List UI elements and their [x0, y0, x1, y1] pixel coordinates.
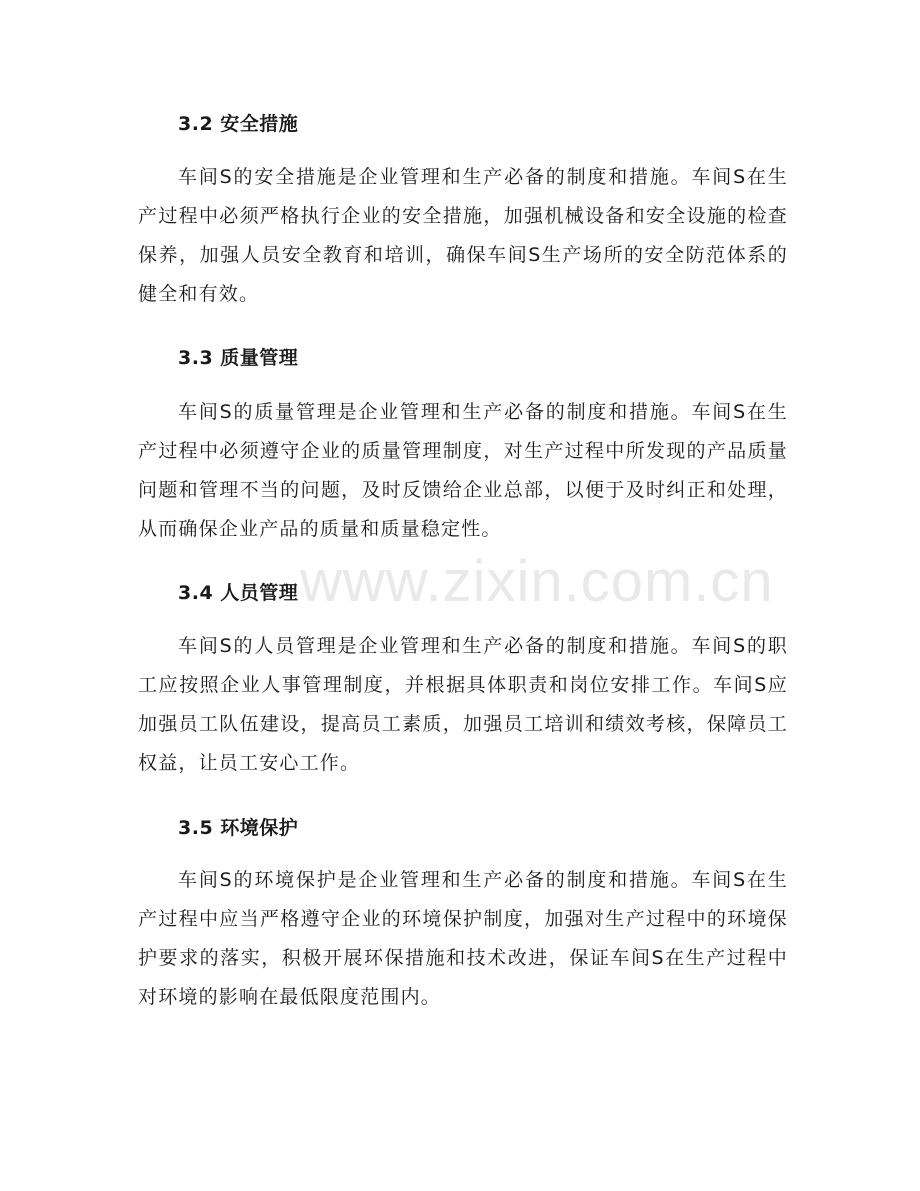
watermark-text: www.zixin.com.cn: [300, 549, 774, 614]
section-body-3-3: 车间S的质量管理是企业管理和生产必备的制度和措施。车间S在生产过程中必须遵守企业的质量管理制度，对生产过程中所发现的产品质量问题和管理不当的问题，及时反馈给企业总部，以便于及时纠正和处理，从而确保企业产品的质量和质量稳定性。: [138, 401, 788, 540]
section-body-3-4: 车间S的人员管理是企业管理和生产必备的制度和措施。车间S的职工应按照企业人事管理制度，并根据具体职责和岗位安排工作。车间S应加强员工队伍建设，提高员工素质，加强员工培训和绩效考核，保障员工权益，让员工安心工作。: [138, 635, 788, 774]
section-body-3-2: 车间S的安全措施是企业管理和生产必备的制度和措施。车间S在生产过程中必须严格执行企业的安全措施，加强机械设备和安全设施的检查保养，加强人员安全教育和培训，确保车间S生产场所的安全防范体系的健全和有效。: [138, 166, 788, 305]
section-heading-3-5: 3.5 环境保护: [178, 817, 299, 839]
section-heading-3-3: 3.3 质量管理: [178, 347, 299, 369]
section-heading-3-4: 3.4 人员管理: [178, 582, 299, 604]
section-heading-3-2: 3.2 安全措施: [178, 113, 299, 135]
section-body-3-5: 车间S的环境保护是企业管理和生产必备的制度和措施。车间S在生产过程中应当严格遵守企业的环境保护制度，加强对生产过程中的环境保护要求的落实，积极开展环保措施和技术改进，保证车间S在生产过程中对环境的影响在最低限度范围内。: [138, 869, 788, 1008]
